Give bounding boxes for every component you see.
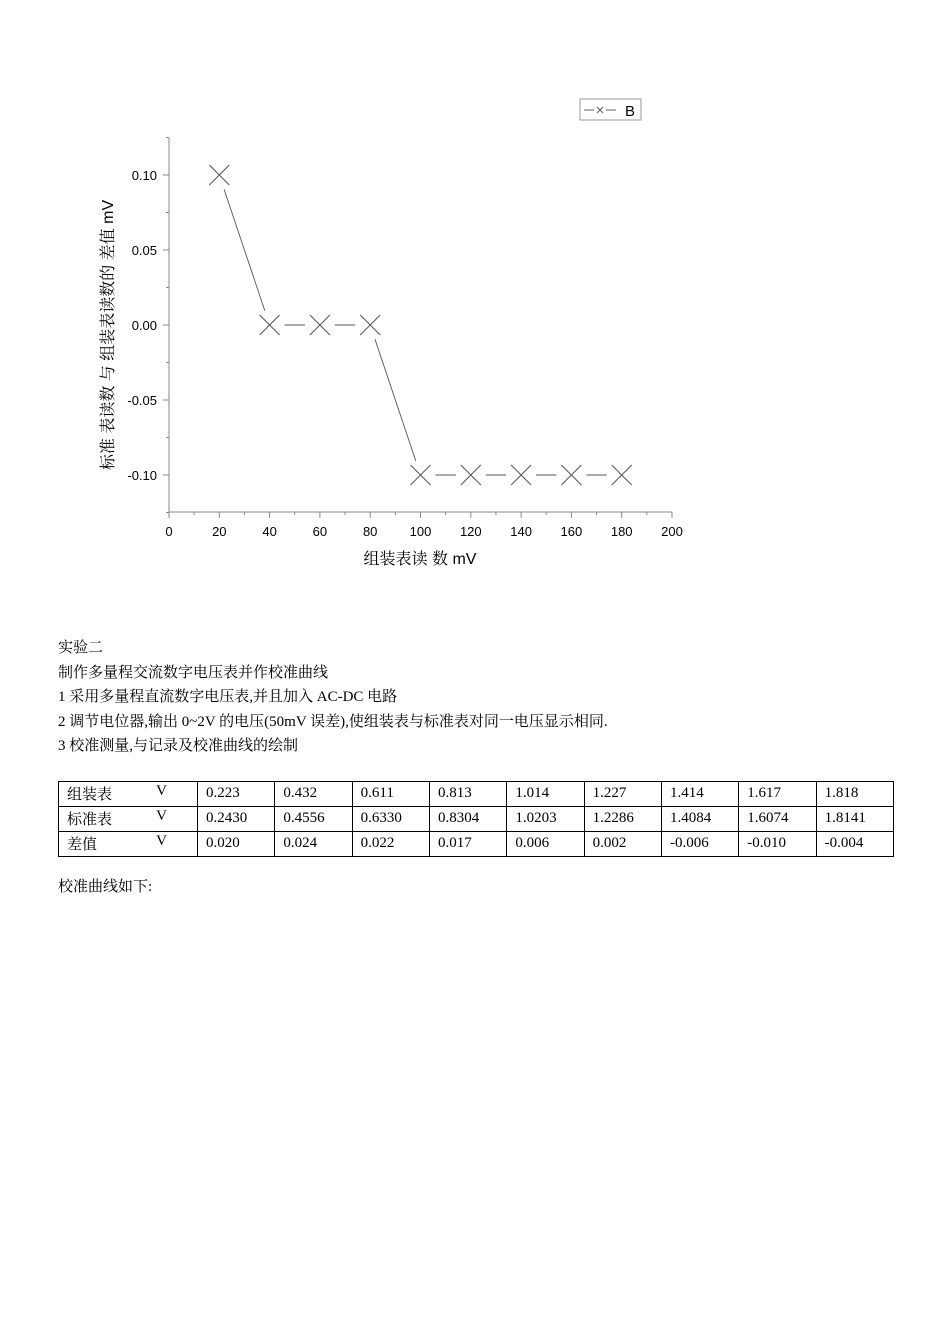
step-2: 2 调节电位器,输出 0~2V 的电压(50mV 误差),使组装表与标准表对同一电压显示相同. (58, 713, 608, 730)
data-point-marker (360, 315, 380, 335)
table-cell: 0.4556 (275, 806, 352, 831)
table-cell: -0.006 (661, 831, 738, 856)
subtitle: 制作多量程交流数字电压表并作校准曲线 (58, 664, 329, 681)
table-row (59, 806, 894, 831)
table-cell: 0.022 (352, 831, 429, 856)
table-cell: 1.617 (739, 781, 816, 806)
difference-chart (0, 0, 950, 600)
x-tick-label: 40 (262, 524, 277, 539)
table-cell: 0.024 (275, 831, 352, 856)
row-unit: V (156, 783, 167, 799)
x-tick-label: 160 (560, 524, 583, 539)
table-cell: 1.4084 (661, 806, 738, 831)
table-cell: 0.2430 (198, 806, 275, 831)
table-cell: 0.8304 (429, 806, 506, 831)
series-line-segment (375, 339, 416, 461)
table-cell: 0.002 (584, 831, 661, 856)
table-cell: 1.014 (507, 781, 584, 806)
table-cell: 1.0203 (507, 806, 584, 831)
row-label-cell (59, 781, 198, 806)
series-line-segment (224, 189, 265, 311)
data-point-marker (209, 165, 229, 185)
table-row (59, 781, 894, 806)
y-tick-label: 0.00 (131, 318, 157, 333)
x-tick-label: 180 (610, 524, 633, 539)
table-cell: 1.227 (584, 781, 661, 806)
table-cell: 0.020 (198, 831, 275, 856)
x-tick-label: 20 (212, 524, 227, 539)
chart-axes (127, 138, 682, 540)
row-label-cell (59, 831, 198, 856)
x-tick-label: 80 (362, 524, 378, 539)
table-cell: -0.010 (739, 831, 816, 856)
table-cell: 0.6330 (352, 806, 429, 831)
data-point-marker (461, 465, 481, 485)
y-tick-label: -0.10 (127, 468, 157, 483)
calibration-table (58, 781, 894, 857)
table-cell: 0.432 (275, 781, 352, 806)
x-tick-label: 100 (409, 524, 432, 539)
x-tick-label: 200 (661, 524, 683, 539)
x-tick-label: 60 (312, 524, 328, 539)
x-tick-label: 0 (165, 524, 173, 539)
data-point-marker (411, 465, 431, 485)
row-label: 差值 (67, 837, 98, 853)
step-1: 1 采用多量程直流数字电压表,并且加入 AC-DC 电路 (58, 689, 398, 705)
data-point-marker (260, 315, 280, 335)
x-tick-label: 120 (459, 524, 482, 539)
row-label-cell (59, 806, 198, 831)
row-label: 组装表 (67, 787, 113, 803)
table-cell: 0.006 (507, 831, 584, 856)
row-label: 标准表 (67, 812, 113, 828)
x-tick-label: 140 (510, 524, 532, 539)
x-axis-label: 组装表读 数 mV (363, 551, 477, 568)
table-row (59, 831, 894, 856)
table-cell: 1.8141 (816, 806, 893, 831)
table-cell: 0.813 (429, 781, 506, 806)
table-cell: 1.6074 (739, 806, 816, 831)
table-cell: 0.611 (352, 781, 429, 806)
legend-label: B (625, 103, 636, 120)
data-point-marker (612, 465, 632, 485)
y-tick-label: 0.05 (131, 243, 157, 258)
table-cell: -0.004 (816, 831, 893, 856)
table-cell: 0.017 (429, 831, 506, 856)
table-cell: 0.223 (198, 781, 275, 806)
data-point-marker (511, 465, 531, 485)
y-tick-label: -0.05 (127, 393, 157, 408)
data-point-marker (310, 315, 330, 335)
table-cell: 1.414 (661, 781, 738, 806)
document-body (58, 636, 894, 899)
row-unit: V (156, 808, 167, 824)
data-point-marker (561, 465, 581, 485)
row-unit: V (156, 833, 167, 849)
curve-caption: 校准曲线如下: (58, 878, 153, 895)
y-tick-label: 0.10 (131, 168, 157, 183)
section-title: 实验二 (58, 640, 104, 656)
y-axis-label: 标准 表读数 与 组装表读数的 差值 mV (100, 199, 117, 471)
table-cell: 1.2286 (584, 806, 661, 831)
step-3: 3 校准测量,与记录及校准曲线的绘制 (58, 738, 299, 754)
chart-series (209, 165, 631, 485)
table-cell: 1.818 (816, 781, 893, 806)
chart-legend (580, 99, 641, 120)
